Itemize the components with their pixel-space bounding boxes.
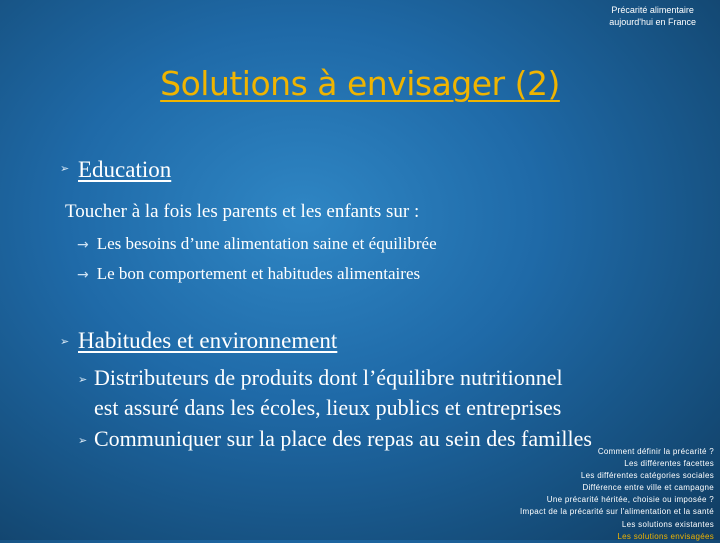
habitudes-bullet-continuation: est assuré dans les écoles, lieux publics et entreprises bbox=[94, 395, 562, 420]
nav-item[interactable]: Comment définir la précarité ? bbox=[597, 447, 714, 456]
habitudes-bullet-text: Communiquer sur la place des repas au sein des familles bbox=[94, 426, 592, 451]
education-item-text: Les besoins d’une alimentation saine et équilibrée bbox=[96, 234, 437, 253]
right-arrow-icon: → bbox=[77, 267, 89, 283]
arrow-bullet-icon: ➢ bbox=[60, 162, 70, 175]
nav-item[interactable]: Les solutions existantes bbox=[621, 519, 714, 529]
slide-title: Solutions à envisager (2) bbox=[160, 64, 560, 103]
arrow-bullet-icon: ➢ bbox=[60, 335, 70, 348]
nav-item[interactable]: Une précarité héritée, choisie ou imposée ? bbox=[546, 495, 714, 505]
header-line-1: Précarité alimentaire bbox=[611, 5, 694, 15]
header-line-2: aujourd'hui en France bbox=[609, 17, 696, 27]
slide-navigation bbox=[520, 446, 714, 543]
nav-item[interactable]: Les différentes catégories sociales bbox=[580, 471, 714, 481]
arrow-bullet-icon: ➢ bbox=[78, 434, 88, 447]
nav-item[interactable]: Les différentes facettes bbox=[624, 459, 714, 469]
nav-item[interactable]: Impact de la précarité sur l'alimentation et la santé bbox=[520, 507, 714, 517]
right-arrow-icon: → bbox=[77, 237, 89, 253]
section-heading-education: Education bbox=[78, 157, 172, 182]
education-intro: Toucher à la fois les parents et les enfants sur : bbox=[65, 201, 420, 222]
habitudes-bullet-text: Distributeurs de produits dont l’équilibre nutritionnel bbox=[94, 365, 563, 390]
nav-item-active[interactable]: Les solutions envisagées bbox=[617, 531, 714, 541]
section-heading-habitudes: Habitudes et environnement bbox=[78, 328, 338, 353]
nav-item[interactable]: Différence entre ville et campagne bbox=[582, 483, 714, 493]
presentation-header bbox=[609, 4, 696, 28]
education-item bbox=[77, 264, 420, 284]
education-item-text: Le bon comportement et habitudes alimentaires bbox=[96, 264, 421, 283]
education-item bbox=[77, 234, 437, 254]
arrow-bullet-icon: ➢ bbox=[78, 373, 88, 386]
